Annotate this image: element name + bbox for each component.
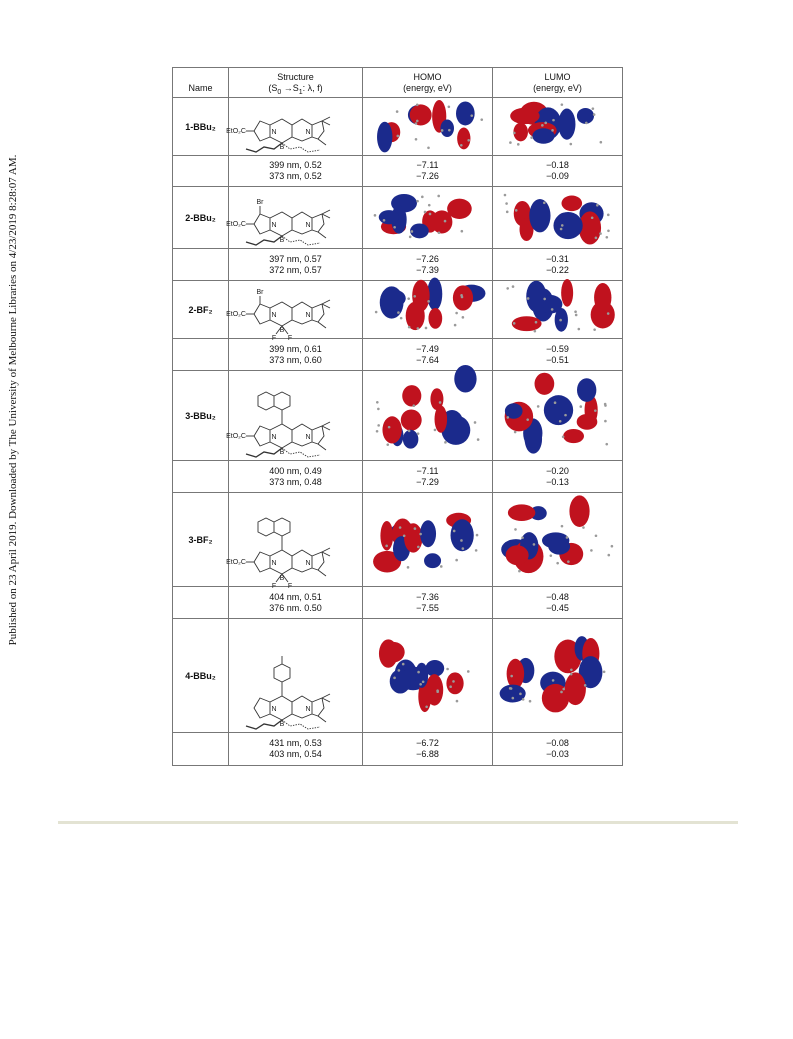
homo-energies-line: −7.49	[416, 343, 439, 354]
transition-values	[229, 249, 363, 281]
lumo-cell	[493, 371, 623, 461]
fluorine-label: F	[271, 334, 276, 342]
blank-cell	[173, 587, 229, 619]
compound-name: 4-BBu₂	[173, 619, 229, 733]
lumo-cell	[493, 281, 623, 339]
values-row	[173, 156, 623, 187]
header-name: Name	[173, 68, 229, 98]
homo-energies-line: −6.88	[416, 749, 439, 759]
ester-label: EtO₂C	[225, 558, 246, 566]
nitrogen-label: N	[304, 221, 311, 229]
boron-label: B	[279, 236, 284, 244]
lumo-energies-line: −0.03	[546, 749, 569, 759]
values-row	[173, 339, 623, 371]
blank-cell	[173, 461, 229, 493]
nitrogen-label: N	[270, 559, 277, 567]
homo-cell	[363, 98, 493, 156]
nitrogen-label: N	[304, 311, 311, 319]
boron-label: B	[279, 574, 284, 582]
nitrogen-label: N	[304, 433, 311, 441]
compound-name: 2-BF₂	[173, 281, 229, 339]
boron-label: B	[279, 448, 284, 456]
nitrogen-label: N	[270, 705, 277, 713]
structure-drawing	[225, 99, 362, 155]
homo-energies	[363, 339, 493, 371]
nitrogen-label: N	[304, 559, 311, 567]
compound-row	[173, 371, 623, 461]
lumo-energies	[493, 339, 623, 371]
homo-energies	[363, 156, 493, 187]
compound-name: 3-BF₂	[173, 493, 229, 587]
ester-label: EtO₂C	[225, 432, 246, 440]
lumo-energies-line: −0.45	[546, 602, 569, 613]
values-row	[173, 587, 623, 619]
homo-energies-line: −7.64	[416, 354, 439, 365]
transition-values-line: 399 nm, 0.52	[269, 160, 322, 170]
page-divider	[58, 821, 738, 824]
values-row	[173, 733, 623, 766]
transition-values	[229, 156, 363, 187]
nitrogen-label: N	[270, 221, 277, 229]
homo-energies-line: −6.72	[416, 738, 439, 748]
homo-energies-line: −7.26	[416, 253, 439, 264]
structure-cell	[225, 187, 363, 249]
homo-cell	[363, 493, 493, 587]
structure-cell	[225, 371, 363, 461]
header-row	[173, 68, 623, 98]
structure-drawing	[225, 372, 362, 460]
ester-label: EtO₂C	[225, 220, 246, 228]
compound-row	[173, 281, 623, 339]
structure-cell	[229, 619, 363, 733]
structure-drawing	[230, 620, 362, 732]
compound-row	[173, 493, 623, 587]
lumo-energies	[493, 156, 623, 187]
transition-values-line: 403 nm, 0.54	[269, 749, 322, 759]
homo-energies-line: −7.11	[416, 465, 439, 476]
nitrogen-label: N	[270, 128, 277, 136]
fluorine-label: F	[287, 582, 292, 590]
homo-orbital-image	[364, 620, 492, 732]
lumo-orbital-image	[494, 620, 622, 732]
boron-label: B	[279, 720, 284, 728]
lumo-energies-line: −0.31	[546, 253, 569, 264]
lumo-energies	[493, 587, 623, 619]
molecular-orbital-table	[172, 67, 623, 766]
nitrogen-label: N	[304, 128, 311, 136]
blank-cell	[173, 156, 229, 187]
homo-cell	[363, 619, 493, 733]
lumo-cell	[493, 619, 623, 733]
transition-values-line: 376 nm. 0.50	[269, 602, 322, 613]
lumo-cell	[493, 493, 623, 587]
values-row	[173, 461, 623, 493]
transition-values-line: 372 nm, 0.57	[269, 264, 322, 275]
lumo-energies-line: −0.22	[546, 264, 569, 275]
homo-orbital-image	[364, 372, 492, 460]
homo-energies-line: −7.39	[416, 264, 439, 275]
transition-values	[229, 733, 363, 766]
boron-label: B	[279, 143, 284, 151]
ester-label: EtO₂C	[225, 127, 246, 135]
structure-cell	[225, 493, 363, 590]
compound-row	[173, 98, 623, 156]
transition-values	[229, 587, 363, 619]
transition-values-line: 431 nm, 0.53	[269, 738, 322, 748]
blank-cell	[173, 733, 229, 766]
lumo-energies	[493, 249, 623, 281]
lumo-energies-line: −0.08	[546, 738, 569, 748]
transition-values-line: 404 nm, 0.51	[269, 591, 322, 602]
homo-energies-line: −7.26	[416, 171, 439, 181]
compound-name: 2-BBu₂	[173, 187, 229, 249]
structure-drawing	[225, 188, 362, 248]
structure-cell	[225, 98, 363, 156]
fluorine-label: F	[287, 334, 292, 342]
lumo-energies	[493, 733, 623, 766]
nitrogen-label: N	[270, 433, 277, 441]
ester-label: EtO₂C	[225, 310, 246, 318]
structure-drawing	[225, 282, 362, 342]
compound-row	[173, 619, 623, 733]
lumo-orbital-image	[494, 372, 622, 460]
substituent-label: Br	[256, 198, 263, 206]
homo-orbital-image	[364, 99, 492, 155]
transition-values-line: 373 nm, 0.48	[269, 476, 322, 487]
homo-energies	[363, 587, 493, 619]
header-lumo: LUMO (energy, eV)	[493, 68, 623, 98]
fluorine-label: F	[271, 582, 276, 590]
lumo-energies-line: −0.51	[546, 354, 569, 365]
lumo-orbital-image	[494, 188, 622, 248]
nitrogen-label: N	[304, 705, 311, 713]
compound-name: 1-BBu₂	[173, 98, 229, 156]
homo-energies-line: −7.11	[416, 160, 439, 170]
transition-values-line: 397 nm, 0.57	[269, 253, 322, 264]
lumo-energies-line: −0.09	[546, 171, 569, 181]
lumo-energies-line: −0.20	[546, 465, 569, 476]
header-homo: HOMO (energy, eV)	[363, 68, 493, 98]
lumo-cell	[493, 187, 623, 249]
transition-values	[229, 461, 363, 493]
structure-cell	[225, 281, 363, 342]
publication-side-note: Published on 23 April 2019. Downloaded by The University of Melbourne Libraries on 4/23/2019 8:28:07 AM.	[7, 154, 19, 646]
homo-cell	[363, 371, 493, 461]
homo-orbital-image	[364, 188, 492, 248]
compound-name: 3-BBu₂	[173, 371, 229, 461]
lumo-orbital-image	[494, 282, 622, 338]
nitrogen-label: N	[270, 311, 277, 319]
lumo-energies-line: −0.13	[546, 476, 569, 487]
transition-values-line: 399 nm, 0.61	[269, 343, 322, 354]
transition-values	[229, 339, 363, 371]
homo-energies	[363, 733, 493, 766]
structure-drawing	[225, 494, 362, 590]
homo-energies-line: −7.29	[416, 476, 439, 487]
lumo-energies-line: −0.48	[546, 591, 569, 602]
lumo-energies	[493, 461, 623, 493]
transition-values-line: 400 nm, 0.49	[269, 465, 322, 476]
homo-orbital-image	[364, 494, 492, 586]
compound-row	[173, 187, 623, 249]
homo-energies-line: −7.55	[416, 602, 439, 613]
transition-values-line: 373 nm, 0.52	[269, 171, 322, 181]
blank-cell	[173, 339, 229, 371]
lumo-cell	[493, 98, 623, 156]
blank-cell	[173, 249, 229, 281]
lumo-orbital-image	[494, 99, 622, 155]
transition-values-line: 373 nm, 0.60	[269, 354, 322, 365]
lumo-energies-line: −0.59	[546, 343, 569, 354]
header-structure: Structure ($S_0 \to S_1$: λ, f)	[229, 68, 363, 98]
homo-orbital-image	[364, 282, 492, 338]
homo-energies	[363, 249, 493, 281]
homo-energies	[363, 461, 493, 493]
homo-cell	[363, 187, 493, 249]
homo-cell	[363, 281, 493, 339]
boron-label: B	[279, 326, 284, 334]
homo-energies-line: −7.36	[416, 591, 439, 602]
lumo-energies-line: −0.18	[546, 160, 569, 170]
substituent-label: Br	[256, 288, 263, 296]
lumo-orbital-image	[494, 494, 622, 586]
values-row	[173, 249, 623, 281]
